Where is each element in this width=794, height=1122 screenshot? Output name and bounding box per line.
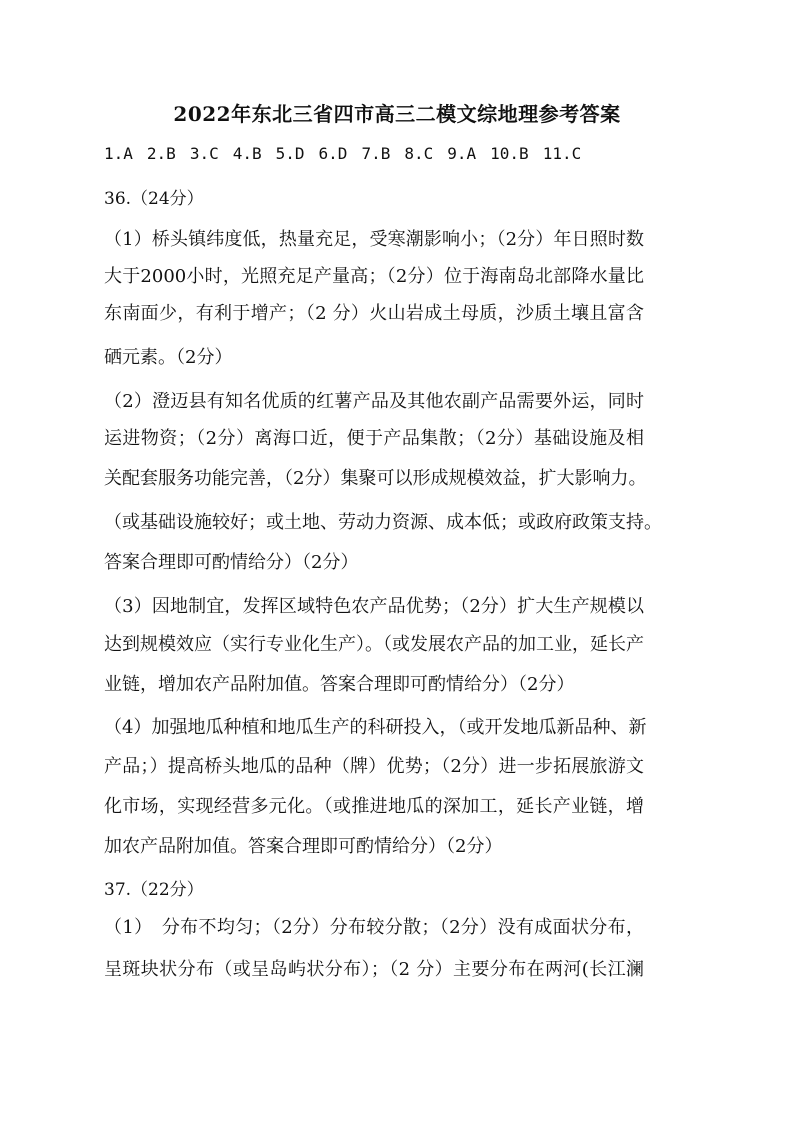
q36-line: （1）桥头镇纬度低，热量充足，受寒潮影响小；（2分）年日照时数 <box>104 229 644 250</box>
question-37-heading: 37.（22分） <box>104 880 204 900</box>
q36-line: （2）澄迈县有知名优质的红薯产品及其他农副产品需要外运，同时 <box>104 391 644 412</box>
q36-line: 运进物资；（2分）离海口近，便于产品集散；（2分）基础设施及相 <box>104 428 644 449</box>
answer-item: 1.A <box>104 144 133 163</box>
answer-item: 4.B <box>232 144 262 163</box>
multiple-choice-answers <box>104 144 581 163</box>
q36-line: 大于2000小时，光照充足产量高；（2分）位于海南岛北部降水量比 <box>104 266 644 287</box>
q36-line: 硒元素。（2分） <box>104 347 233 368</box>
q36-line: 答案合理即可酌情给分）（2分） <box>104 552 359 573</box>
question-36-heading: 36.（24分） <box>104 189 204 209</box>
q36-line: 化市场，实现经营多元化。（或推进地瓜的深加工，延长产业链，增 <box>104 796 644 817</box>
q36-line: 关配套服务功能完善，（2分）集聚可以形成规模效益，扩大影响力。 <box>104 468 647 489</box>
answer-item: 6.D <box>318 144 348 163</box>
q36-line: 达到规模效应（实行专业化生产）。（或发展农产品的加工业，延长产 <box>104 634 644 655</box>
answer-item: 9.A <box>447 144 477 163</box>
q36-line: 东南面少，有利于增产；（2 分）火山岩成土母质，沙质土壤且富含 <box>104 303 644 324</box>
answer-item: 3.C <box>189 144 219 163</box>
answer-item: 11.C <box>542 144 582 163</box>
q37-line: （1） 分布不均匀；（2分）分布较分散；（2分）没有成面状分布， <box>104 917 644 938</box>
q36-line: （4）加强地瓜种植和地瓜生产的科研投入，（或开发地瓜新品种、新 <box>104 717 647 738</box>
answer-item: 7.B <box>361 144 391 163</box>
answer-item: 10.B <box>490 144 529 163</box>
q36-line: 产品；）提高桥头地瓜的品种（牌）优势；（2分）进一步拓展旅游文 <box>104 756 644 777</box>
q36-line: （或基础设施较好；或土地、劳动力资源、成本低；或政府政策支持。 <box>104 512 662 533</box>
document-title: 2022年东北三省四市高三二模文综地理参考答案 <box>173 102 621 126</box>
answer-item: 8.C <box>404 144 434 163</box>
answer-item: 5.D <box>275 144 305 163</box>
answer-item: 2.B <box>146 144 176 163</box>
q36-line: 业链，增加农产品附加值。答案合理即可酌情给分）（2分） <box>104 674 575 695</box>
q37-line: 呈斑块状分布（或呈岛屿状分布）；（2 分）主要分布在两河(长江澜 <box>104 959 644 980</box>
q36-line: （3）因地制宜，发挥区域特色农产品优势；（2分）扩大生产规模以 <box>104 596 644 617</box>
q36-line: 加农产品附加值。答案合理即可酌情给分）（2分） <box>104 836 503 857</box>
